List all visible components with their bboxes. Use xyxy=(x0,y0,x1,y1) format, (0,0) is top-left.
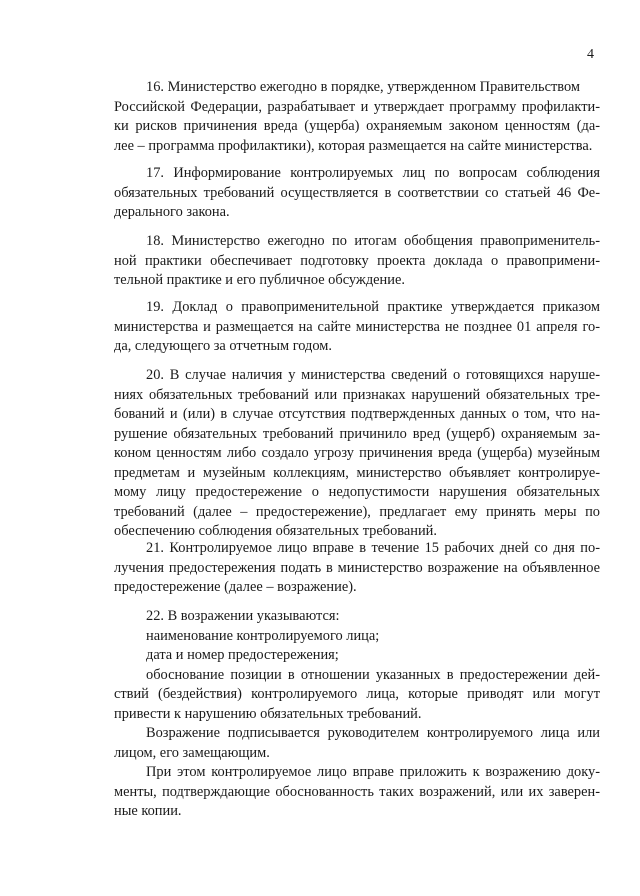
paragraph-line: 16. Министерство ежегодно в порядке, утвержденном Правительством xyxy=(146,79,580,95)
paragraph-line: При этом контролируемое лицо вправе приложить к возражению доку- xyxy=(146,764,600,780)
page-number: 4 xyxy=(587,47,594,62)
paragraph-line: ной практики обеспечивает подготовку проекта доклада о правопримени- xyxy=(114,252,600,269)
paragraph-line: тельной практике и его публичное обсуждение. xyxy=(114,272,405,288)
paragraph-line: 18. Министерство ежегодно по итогам обобщения правоприменитель- xyxy=(146,233,600,249)
paragraph-21 xyxy=(114,539,600,598)
paragraph-line: министерства и размещается на сайте министерства не позднее 01 апреля го- xyxy=(114,318,600,335)
paragraph-line: обязательных требований осуществляется в соответствии со статьей 46 Фе- xyxy=(114,184,600,201)
paragraph-line: обоснование позиции в отношении указанных в предостережении дей- xyxy=(146,666,600,683)
paragraph-line: ниях обязательных требований или признаках нарушений обязательных тре- xyxy=(114,386,600,403)
paragraph-line: лучения предостережения подать в министерство возражение на объявленное xyxy=(114,559,600,576)
paragraph-line: предостережение (далее – возражение). xyxy=(114,579,357,595)
paragraph-16 xyxy=(114,78,600,156)
paragraph-line: ки рисков причинения вреда (ущерба) охраняемым законом ценностям (да- xyxy=(114,118,600,134)
paragraph-line: бований и (или) в случае отсутствия подтвержденных данных о том, что на- xyxy=(114,406,600,422)
paragraph-line: предметам и музейным коллекциям, министерство объявляет контролируе- xyxy=(114,464,600,481)
paragraph-line: рушение обязательных требований причинило вред (ущерб) охраняемым за- xyxy=(114,425,600,442)
paragraph-line: да, следующего за отчетным годом. xyxy=(114,338,332,354)
paragraph-line: дата и номер предостережения; xyxy=(146,647,339,663)
paragraph-line: наименование контролируемого лица; xyxy=(146,627,380,644)
paragraph-line: дерального закона. xyxy=(114,204,230,220)
paragraph-line: ные копии. xyxy=(114,803,182,819)
paragraph-line: Российской Федерации, разрабатывает и утверждает программу профилакти- xyxy=(114,98,600,115)
paragraph-line: лее – программа профилактики), которая размещается на сайте министерства. xyxy=(114,137,593,154)
paragraph-line: Возражение подписывается руководителем контролируемого лица или xyxy=(146,725,600,741)
paragraph-line: мому лицу предостережение о недопустимости нарушения обязательных xyxy=(114,484,600,500)
paragraph-line: 19. Доклад о правоприменительной практике утверждается приказом xyxy=(146,299,600,315)
paragraph-line: коном ценностям либо создало угрозу причинения вреда (ущерба) музейным xyxy=(114,445,600,461)
paragraph-17 xyxy=(114,164,600,223)
paragraph-line: 20. В случае наличия у министерства сведений о готовящихся наруше- xyxy=(146,367,600,383)
paragraph-line: обеспечению соблюдения обязательных требований. xyxy=(114,523,437,539)
paragraph-line: 21. Контролируемое лицо вправе в течение 15 рабочих дней со дня по- xyxy=(146,540,600,556)
paragraph-18 xyxy=(114,232,600,291)
paragraph-line: лицом, его замещающим. xyxy=(114,744,270,761)
paragraph-22 xyxy=(114,607,600,822)
paragraph-line: менты, подтверждающие обоснованность таких возражений, или их заверен- xyxy=(114,783,600,800)
paragraph-line: 22. В возражении указываются: xyxy=(146,608,340,624)
paragraph-20 xyxy=(114,366,600,542)
paragraph-line: требований (далее – предостережение), предлагает ему принять меры по xyxy=(114,503,600,520)
paragraph-line: 17. Информирование контролируемых лиц по вопросам соблюдения xyxy=(146,165,600,181)
paragraph-19 xyxy=(114,298,600,357)
paragraph-line: ствий (бездействия) контролируемого лица, которые приводят или могут xyxy=(114,686,600,702)
paragraph-line: привести к нарушению обязательных требований. xyxy=(114,705,422,722)
